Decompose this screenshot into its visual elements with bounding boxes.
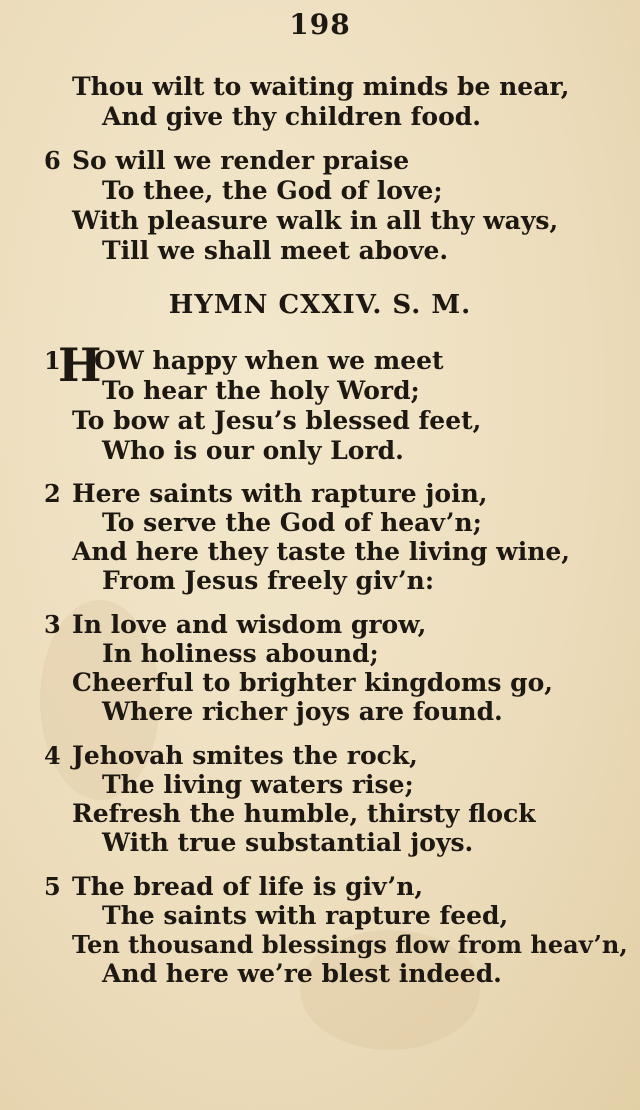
- drop-cap: H: [58, 338, 102, 392]
- verse-line: And give thy children food.: [102, 102, 481, 131]
- verse-line: Jehovah smites the rock,: [72, 741, 418, 770]
- verse-line: With true substantial joys.: [102, 828, 474, 857]
- verse-number: 1: [44, 346, 61, 375]
- verse-number: 3: [44, 610, 61, 639]
- verse-line: The living waters rise;: [102, 770, 414, 799]
- verse-number: 5: [44, 872, 61, 901]
- verse-number: 6: [44, 146, 61, 175]
- verse-line: From Jesus freely giv’n:: [102, 566, 435, 595]
- verse-line: Till we shall meet above.: [102, 236, 449, 265]
- verse-line: Cheerful to brighter kingdoms go,: [72, 668, 553, 697]
- verse-line: The saints with rapture feed,: [102, 901, 509, 930]
- verse-line: To bow at Jesu’s blessed feet,: [72, 406, 482, 435]
- verse-line: Thou wilt to waiting minds be near,: [72, 72, 570, 101]
- verse-line: And here they taste the living wine,: [72, 537, 570, 566]
- verse-line: To thee, the God of love;: [102, 176, 443, 205]
- verse-line: OW happy when we meet: [94, 346, 444, 375]
- hymn-title: HYMN CXXIV. S. M.: [168, 290, 472, 320]
- verse-number: 2: [44, 479, 61, 508]
- verse-line: With pleasure walk in all thy ways,: [72, 206, 559, 235]
- verse-line: In love and wisdom grow,: [72, 610, 427, 639]
- verse-line: Here saints with rapture join,: [72, 479, 488, 508]
- page-number: 198: [289, 8, 351, 41]
- verse-line: Ten thousand blessings flow from heav’n,: [72, 930, 628, 959]
- verse-line: In holiness abound;: [102, 639, 379, 668]
- verse-line: So will we render praise: [72, 146, 410, 175]
- verse-line: To hear the holy Word;: [102, 376, 420, 405]
- verse-line: Where richer joys are found.: [102, 697, 503, 726]
- verse-line: The bread of life is giv’n,: [72, 872, 424, 901]
- verse-line: And here we’re blest indeed.: [102, 959, 502, 988]
- verse-line: Who is our only Lord.: [102, 436, 404, 465]
- verse-number: 4: [44, 741, 61, 770]
- verse-line: Refresh the humble, thirsty flock: [72, 799, 536, 828]
- verse-line: To serve the God of heav’n;: [102, 508, 482, 537]
